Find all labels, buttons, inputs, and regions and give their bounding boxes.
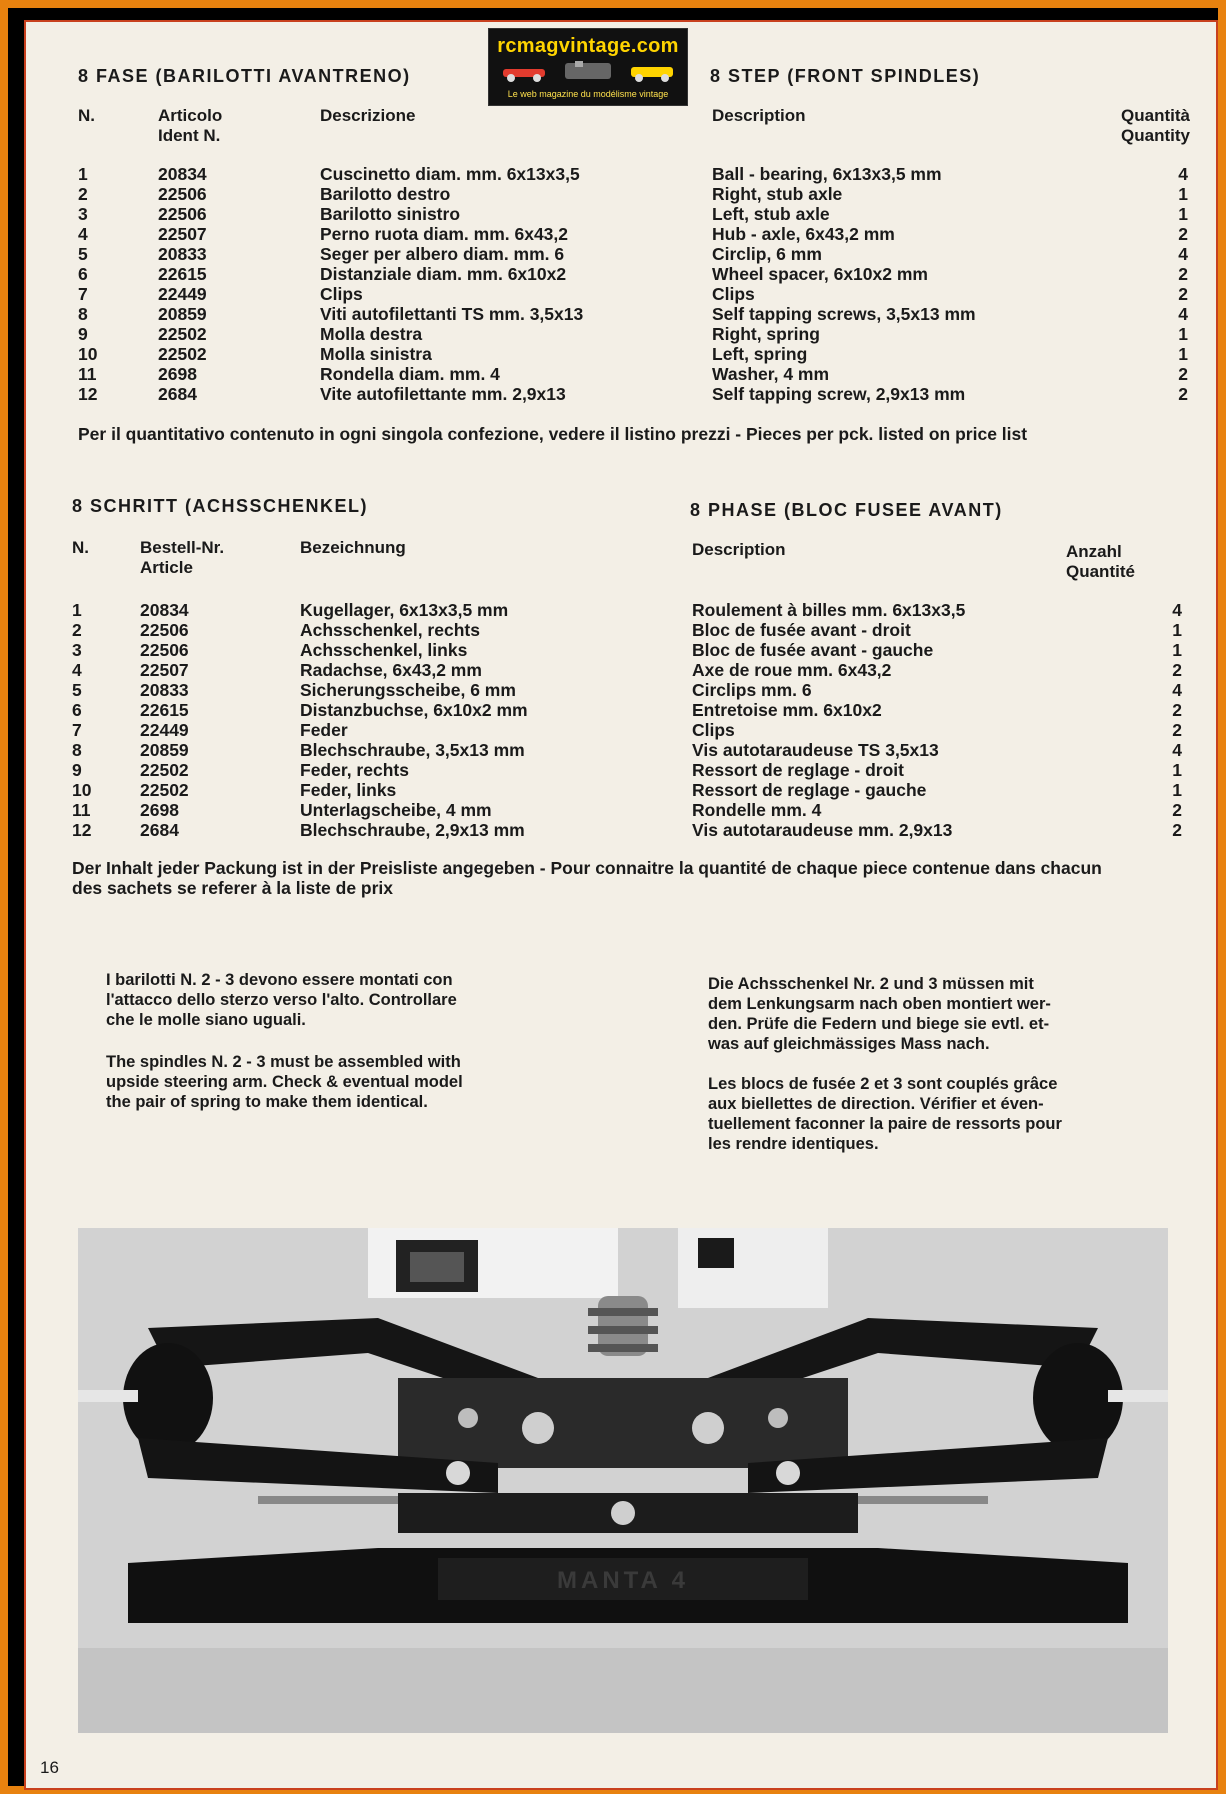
- row-number: 11: [78, 364, 97, 384]
- col-header-article-2: Bestell-Nr. Article: [140, 538, 225, 577]
- row-description-de: Blechschraube, 2,9x13 mm: [300, 820, 525, 840]
- row-quantity: 1: [1178, 344, 1188, 364]
- row-number: 9: [78, 324, 88, 344]
- row-description-it: Barilotto destro: [320, 184, 451, 204]
- row-description-it: Seger per albero diam. mm. 6: [320, 244, 565, 264]
- row-description-de: Feder, links: [300, 780, 397, 800]
- row-description-fr: Axe de roue mm. 6x43,2: [692, 660, 892, 680]
- page-number: 16: [40, 1758, 59, 1777]
- row-article-code: 22506: [140, 640, 189, 660]
- table-row: [72, 640, 1192, 660]
- row-quantity: 2: [1178, 384, 1188, 404]
- logo-title: rcmagvintage.com: [497, 35, 679, 57]
- row-quantity: 2: [1178, 284, 1188, 304]
- table-row: [72, 700, 1192, 720]
- row-description-fr: Ressort de reglage - droit: [692, 760, 904, 780]
- row-number: 1: [72, 600, 82, 620]
- manual-page: [24, 20, 1218, 1790]
- row-number: 3: [78, 204, 88, 224]
- row-quantity: 2: [1172, 700, 1182, 720]
- row-description-it: Molla sinistra: [320, 344, 432, 364]
- row-quantity: 2: [1172, 800, 1182, 820]
- row-description-de: Unterlagscheibe, 4 mm: [300, 800, 492, 820]
- row-article-code: 22507: [158, 224, 207, 244]
- section-title-french: 8 PHASE (BLOC FUSEE AVANT): [690, 500, 1003, 520]
- row-article-code: 2684: [140, 820, 179, 840]
- row-quantity: 1: [1172, 640, 1182, 660]
- table-row: [78, 244, 1198, 264]
- row-quantity: 4: [1172, 680, 1182, 700]
- table-row: [72, 600, 1192, 620]
- row-article-code: 22615: [140, 700, 189, 720]
- table-row: [78, 324, 1198, 344]
- row-number: 7: [78, 284, 88, 304]
- row-quantity: 4: [1172, 600, 1182, 620]
- row-quantity: 1: [1178, 184, 1188, 204]
- row-description-en: Right, stub axle: [712, 184, 843, 204]
- row-description-de: Achsschenkel, rechts: [300, 620, 480, 640]
- row-number: 5: [72, 680, 82, 700]
- front-spindle-photo: [78, 1228, 1168, 1733]
- row-description-en: Right, spring: [712, 324, 820, 344]
- row-description-en: Wheel spacer, 6x10x2 mm: [712, 264, 928, 284]
- row-number: 2: [78, 184, 88, 204]
- table-row: [78, 184, 1198, 204]
- row-description-en: Circlip, 6 mm: [712, 244, 822, 264]
- row-article-code: 22506: [158, 204, 207, 224]
- row-quantity: 4: [1178, 304, 1188, 324]
- row-quantity: 4: [1178, 164, 1188, 184]
- row-description-fr: Rondelle mm. 4: [692, 800, 822, 820]
- rc-car-icon: [499, 61, 679, 83]
- row-quantity: 1: [1172, 760, 1182, 780]
- row-number: 12: [78, 384, 98, 404]
- row-description-en: Clips: [712, 284, 755, 304]
- row-description-de: Feder: [300, 720, 348, 740]
- row-description-en: Hub - axle, 6x43,2 mm: [712, 224, 895, 244]
- row-description-fr: Bloc de fusée avant - gauche: [692, 640, 934, 660]
- table-row: [72, 620, 1192, 640]
- row-description-it: Vite autofilettante mm. 2,9x13: [320, 384, 566, 404]
- row-number: 6: [78, 264, 88, 284]
- table-row: [78, 264, 1198, 284]
- col-header-description-fr: Description: [692, 540, 786, 559]
- parts-table-2: [72, 600, 1192, 840]
- row-number: 8: [72, 740, 82, 760]
- row-article-code: 22502: [158, 324, 207, 344]
- row-number: 6: [72, 700, 82, 720]
- row-article-code: 22507: [140, 660, 189, 680]
- row-description-fr: Vis autotaraudeuse mm. 2,9x13: [692, 820, 953, 840]
- table-row: [78, 204, 1198, 224]
- table-row: [78, 384, 1198, 404]
- row-number: 2: [72, 620, 82, 640]
- row-description-it: Viti autofilettanti TS mm. 3,5x13: [320, 304, 584, 324]
- col-header-article: Articolo Ident N.: [158, 106, 223, 145]
- row-article-code: 20859: [140, 740, 189, 760]
- row-description-de: Sicherungsscheibe, 6 mm: [300, 680, 516, 700]
- row-description-it: Cuscinetto diam. mm. 6x13x3,5: [320, 164, 580, 184]
- table-row: [72, 780, 1192, 800]
- row-quantity: 4: [1178, 244, 1188, 264]
- table-row: [78, 344, 1198, 364]
- row-quantity: 1: [1172, 780, 1182, 800]
- row-description-it: Distanziale diam. mm. 6x10x2: [320, 264, 567, 284]
- row-article-code: 2698: [158, 364, 197, 384]
- row-number: 10: [78, 344, 98, 364]
- row-description-it: Molla destra: [320, 324, 423, 344]
- table-row: [78, 304, 1198, 324]
- col-header-quantity: Quantità Quantity: [1121, 106, 1190, 145]
- row-description-it: Perno ruota diam. mm. 6x43,2: [320, 224, 569, 244]
- logo-tagline: Le web magazine du modélisme vintage: [507, 89, 669, 99]
- row-quantity: 2: [1172, 720, 1182, 740]
- row-quantity: 2: [1178, 224, 1188, 244]
- row-article-code: 22502: [140, 780, 189, 800]
- row-description-fr: Circlips mm. 6: [692, 680, 812, 700]
- row-quantity: 2: [1178, 264, 1188, 284]
- col-header-quantity-2: Anzahl Quantité: [1066, 542, 1135, 581]
- row-number: 10: [72, 780, 92, 800]
- table-row: [72, 740, 1192, 760]
- row-article-code: 22502: [140, 760, 189, 780]
- section-title-german: 8 SCHRITT (ACHSSCHENKEL): [72, 496, 369, 516]
- row-number: 12: [72, 820, 92, 840]
- row-description-fr: Vis autotaraudeuse TS 3,5x13: [692, 740, 939, 760]
- row-description-de: Distanzbuchse, 6x10x2 mm: [300, 700, 528, 720]
- col-header-description-it: Descrizione: [320, 106, 416, 125]
- instruction-french: Les blocs de fusée 2 et 3 sont couplés grâce aux biellettes de direction. Vérifier et éven- tuellement faconner la paire de ressorts pour les rendre identiques.: [708, 1075, 1062, 1153]
- row-quantity: 1: [1178, 324, 1188, 344]
- row-description-en: Self tapping screw, 2,9x13 mm: [712, 384, 966, 404]
- row-description-en: Left, stub axle: [712, 204, 830, 224]
- row-number: 9: [72, 760, 82, 780]
- row-description-fr: Ressort de reglage - gauche: [692, 780, 927, 800]
- instruction-english: The spindles N. 2 - 3 must be assembled with upside steering arm. Check & eventual model the pair of spring to make them identical.: [106, 1053, 463, 1111]
- row-description-fr: Roulement à billes mm. 6x13x3,5: [692, 600, 966, 620]
- row-quantity: 1: [1178, 204, 1188, 224]
- row-description-de: Kugellager, 6x13x3,5 mm: [300, 600, 509, 620]
- row-description-de: Blechschraube, 3,5x13 mm: [300, 740, 525, 760]
- row-number: 3: [72, 640, 82, 660]
- row-description-fr: Entretoise mm. 6x10x2: [692, 700, 882, 720]
- row-number: 8: [78, 304, 88, 324]
- table-row: [72, 760, 1192, 780]
- row-article-code: 22506: [140, 620, 189, 640]
- row-article-code: 20859: [158, 304, 207, 324]
- row-article-code: 20834: [158, 164, 207, 184]
- row-quantity: 4: [1172, 740, 1182, 760]
- row-quantity: 1: [1172, 620, 1182, 640]
- row-description-it: Barilotto sinistro: [320, 204, 461, 224]
- row-description-en: Ball - bearing, 6x13x3,5 mm: [712, 164, 942, 184]
- price-list-note-1: Per il quantitativo contenuto in ogni singola confezione, vedere il listino prezzi - Pieces per pck. listed on price list: [78, 424, 1028, 444]
- row-description-it: Rondella diam. mm. 4: [320, 364, 500, 384]
- row-quantity: 2: [1178, 364, 1188, 384]
- row-article-code: 2684: [158, 384, 197, 404]
- row-description-fr: Clips: [692, 720, 735, 740]
- price-list-note-2: Der Inhalt jeder Packung ist in der Preisliste angegeben - Pour connaitre la quantité de chaque piece contenue dans chacun des sachets se referer à la liste de prix: [72, 858, 1102, 898]
- table-row: [72, 800, 1192, 820]
- row-description-en: Left, spring: [712, 344, 808, 364]
- row-quantity: 2: [1172, 660, 1182, 680]
- row-description-en: Self tapping screws, 3,5x13 mm: [712, 304, 976, 324]
- row-number: 4: [72, 660, 82, 680]
- table-row: [72, 660, 1192, 680]
- table-row: [78, 284, 1198, 304]
- instruction-italian: I barilotti N. 2 - 3 devono essere montati con l'attacco dello sterzo verso l'alto. Controllare che le molle siano uguali.: [106, 971, 457, 1029]
- table-row: [72, 680, 1192, 700]
- row-number: 5: [78, 244, 88, 264]
- col-header-description-de: Bezeichnung: [300, 538, 406, 557]
- row-description-de: Feder, rechts: [300, 760, 409, 780]
- row-article-code: 20833: [140, 680, 189, 700]
- manta-plate-text: MANTA 4: [557, 1567, 689, 1594]
- row-description-de: Radachse, 6x43,2 mm: [300, 660, 482, 680]
- row-article-code: 22449: [140, 720, 189, 740]
- section-title-english: 8 STEP (FRONT SPINDLES): [710, 66, 981, 86]
- col-header-n: N.: [78, 106, 95, 125]
- parts-table-1: [78, 164, 1198, 404]
- row-article-code: 22615: [158, 264, 207, 284]
- row-article-code: 20834: [140, 600, 189, 620]
- table-row: [72, 820, 1192, 840]
- table-row: [78, 224, 1198, 244]
- table-row: [78, 164, 1198, 184]
- instruction-german: Die Achsschenkel Nr. 2 und 3 müssen mit dem Lenkungsarm nach oben montiert wer- den. Prüfe die Federn und biege sie evtl. et- was auf gleichmässiges Mass nach.: [708, 975, 1051, 1053]
- col-header-description-en: Description: [712, 106, 806, 125]
- site-logo[interactable]: [488, 28, 688, 106]
- row-description-de: Achsschenkel, links: [300, 640, 468, 660]
- row-article-code: 22449: [158, 284, 207, 304]
- row-number: 1: [78, 164, 88, 184]
- col-header-n-2: N.: [72, 538, 89, 557]
- row-description-fr: Bloc de fusée avant - droit: [692, 620, 911, 640]
- row-number: 7: [72, 720, 82, 740]
- row-number: 4: [78, 224, 88, 244]
- row-article-code: 22506: [158, 184, 207, 204]
- table-row: [72, 720, 1192, 740]
- row-description-en: Washer, 4 mm: [712, 364, 830, 384]
- row-number: 11: [72, 800, 91, 820]
- row-article-code: 20833: [158, 244, 207, 264]
- row-article-code: 2698: [140, 800, 179, 820]
- row-description-it: Clips: [320, 284, 363, 304]
- table-row: [78, 364, 1198, 384]
- row-article-code: 22502: [158, 344, 207, 364]
- row-quantity: 2: [1172, 820, 1182, 840]
- section-title-italian: 8 FASE (BARILOTTI AVANTRENO): [78, 66, 411, 86]
